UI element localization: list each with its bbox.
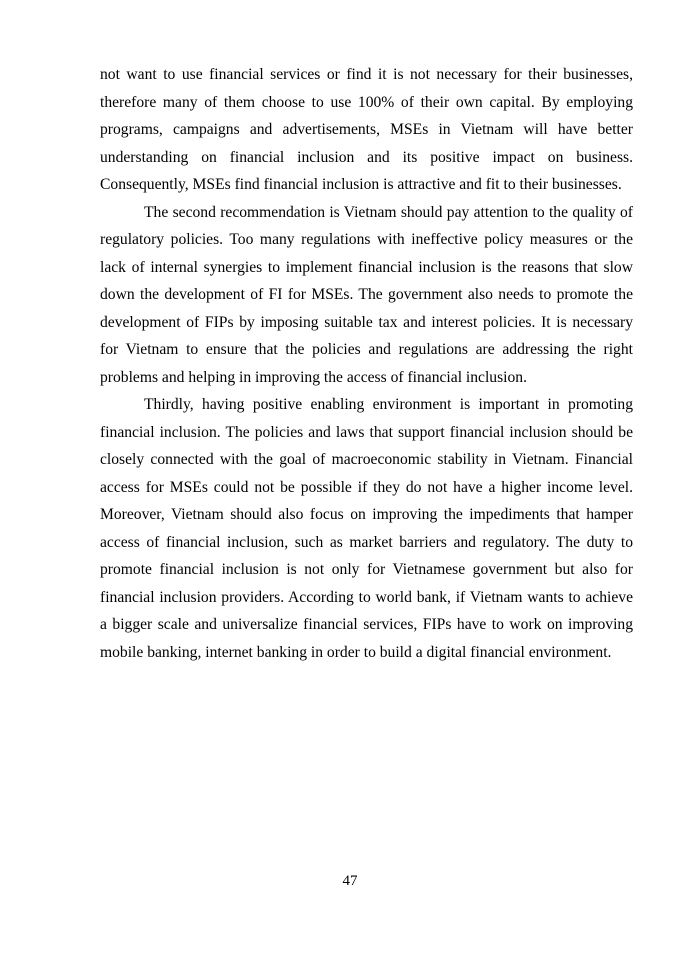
paragraph-continuation: not want to use financial services or find it is not necessary for their businesses, therefore many of them choose to use 100% of their own capital. By employing programs, campaigns and advertisements, MSEs in Vietnam will have better understanding on financial inclusion and its positive impact on business. Consequently, MSEs find financial inclusion is attractive and fit to their businesses. (100, 66, 633, 193)
paragraph-second-recommendation: The second recommendation is Vietnam should pay attention to the quality of regulatory policies. Too many regulations with ineffective policy measures or the lack of internal synergies to implement financial inclusion is the reasons that slow down the development of FI for MSEs. The government also needs to promote the development of FIPs by imposing suitable tax and interest policies. It is necessary for Vietnam to ensure that the policies and regulations are addressing the right problems and helping in improving the access of financial inclusion. (100, 203, 633, 386)
body-text (100, 61, 633, 666)
page-number: 47 (342, 873, 358, 889)
paragraph-third-recommendation: Thirdly, having positive enabling environment is important in promoting financial inclusion. The policies and laws that support financial inclusion should be closely connected with the goal of macroeconomic stability in Vietnam. Financial access for MSEs could not be possible if they do not have a higher income level. Moreover, Vietnam should also focus on improving the impediments that hamper access of financial inclusion, such as market barriers and regulatory. The duty to promote financial inclusion is not only for Vietnamese government but also for financial inclusion providers. According to world bank, if Vietnam wants to achieve a bigger scale and universalize financial services, FIPs have to work on improving mobile banking, internet banking in order to build a digital financial environment. (100, 396, 633, 661)
